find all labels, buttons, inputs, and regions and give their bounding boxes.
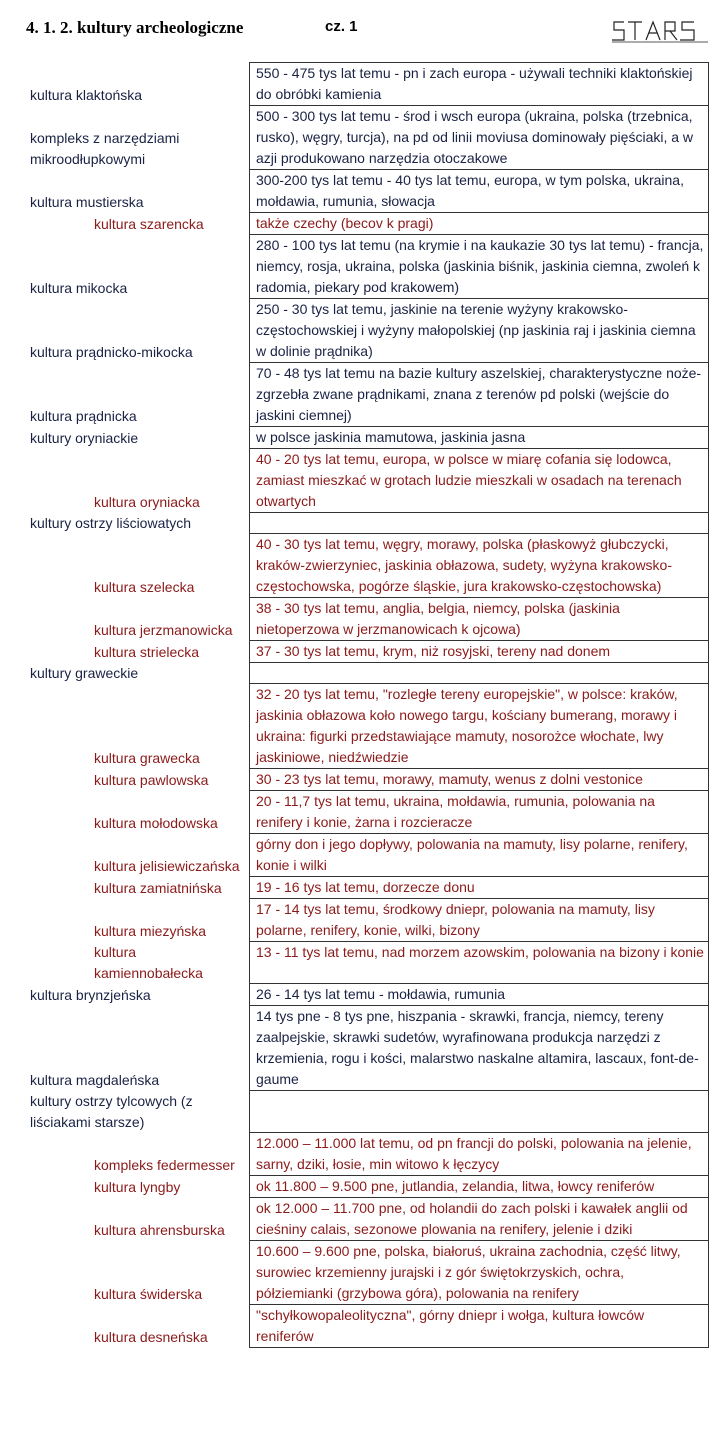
culture-name-cell bbox=[0, 534, 249, 598]
culture-name: kultura magdaleńska bbox=[30, 1072, 160, 1088]
table-row bbox=[0, 899, 726, 942]
culture-description: ok 11.800 – 9.500 pne, jutlandia, zelandia, litwa, łowcy reniferów bbox=[249, 1176, 709, 1198]
culture-name: kultury oryniackie bbox=[30, 430, 139, 446]
culture-name: kompleks federmesser bbox=[94, 1157, 235, 1173]
table-row bbox=[0, 791, 726, 834]
culture-description: 40 - 20 tys lat temu, europa, w polsce w miarę cofania się lodowca, zamiast mieszkać w grotach ludzie mieszkali w osadach na terenach otwartych bbox=[249, 449, 709, 513]
culture-name-cell bbox=[0, 170, 249, 213]
culture-description: 20 - 11,7 tys lat temu, ukraina, mołdawia, rumunia, polowania na renifery i konie, żarna i rozcieracze bbox=[249, 791, 709, 834]
table-row bbox=[0, 1133, 726, 1176]
culture-name: kultura zamiatnińska bbox=[94, 880, 222, 896]
culture-name-cell bbox=[0, 899, 249, 942]
culture-description: 19 - 16 tys lat temu, dorzecze donu bbox=[249, 877, 709, 899]
table-row bbox=[0, 299, 726, 363]
culture-name-cell bbox=[0, 1133, 249, 1176]
culture-name-cell bbox=[0, 684, 249, 769]
table-row bbox=[0, 449, 726, 513]
table-row bbox=[0, 1176, 726, 1198]
culture-name: kultura desneńska bbox=[94, 1329, 208, 1345]
culture-description bbox=[249, 663, 709, 684]
table-row bbox=[0, 427, 726, 449]
culture-description: 30 - 23 tys lat temu, morawy, mamuty, wenus z dolni vestonice bbox=[249, 769, 709, 791]
culture-name-cell bbox=[0, 213, 249, 235]
table-row bbox=[0, 663, 726, 684]
culture-description bbox=[249, 513, 709, 534]
culture-name: kultura prądnicko-mikocka bbox=[30, 344, 193, 360]
culture-description: 550 - 475 tys lat temu - pn i zach europa - używali techniki klaktońskiej do obróbki kamienia bbox=[249, 62, 709, 106]
culture-name: kultury graweckie bbox=[30, 665, 139, 681]
culture-name-cell bbox=[0, 769, 249, 791]
table-row bbox=[0, 534, 726, 598]
culture-name: kultura mikocka bbox=[30, 280, 128, 296]
culture-name-cell bbox=[0, 598, 249, 641]
culture-name: kultura jelisiewiczańska bbox=[94, 858, 240, 874]
culture-name: kultura mustierska bbox=[30, 194, 144, 210]
culture-name-cell bbox=[0, 62, 249, 106]
table-row bbox=[0, 1006, 726, 1091]
culture-description: 70 - 48 tys lat temu na bazie kultury aszelskiej, charakterystyczne noże-zgrzebła zwane prądnikami, znana z terenów pd polski (wejście do jaskini ciemnej) bbox=[249, 363, 709, 427]
culture-name: kultura mołodowska bbox=[94, 815, 218, 831]
culture-description bbox=[249, 1091, 709, 1133]
culture-description: 500 - 300 tys lat temu - środ i wsch europa (ukraina, polska (trzebnica, rusko), węgry, turcja), na pd od linii moviusa dominowały pięściaki, a w azji produkowano narzędzia otoczakowe bbox=[249, 106, 709, 170]
table-row bbox=[0, 213, 726, 235]
culture-name-cell bbox=[0, 1241, 249, 1305]
culture-description: 26 - 14 tys lat temu - mołdawia, rumunia bbox=[249, 984, 709, 1006]
culture-name-cell bbox=[0, 1305, 249, 1348]
culture-description: 14 tys pne - 8 tys pne, hiszpania - skrawki, francja, niemcy, tereny zaalpejskie, skrawki sudetów, wyrafinowana produkcja narzędzi z krzemienia, rogu i kości, malarstwo naskalne altamira, lascaux, font-de-gaume bbox=[249, 1006, 709, 1091]
table-row bbox=[0, 984, 726, 1006]
culture-name: kultura strielecka bbox=[94, 644, 200, 660]
table-row bbox=[0, 106, 726, 170]
part-label: cz. 1 bbox=[325, 18, 358, 35]
culture-description: także czechy (becov k pragi) bbox=[249, 213, 709, 235]
cultures-table bbox=[0, 62, 726, 1348]
culture-name-cell bbox=[0, 1091, 249, 1133]
table-row bbox=[0, 62, 726, 106]
culture-name-cell bbox=[0, 877, 249, 899]
culture-name: kultura klaktońska bbox=[30, 87, 143, 103]
culture-name-cell bbox=[0, 1006, 249, 1091]
page-title: 4. 1. 2. kultury archeologiczne bbox=[26, 18, 244, 37]
culture-name-cell bbox=[0, 984, 249, 1006]
culture-description: 37 - 30 tys lat temu, krym, niż rosyjski, tereny nad donem bbox=[249, 641, 709, 663]
culture-name-cell bbox=[0, 1176, 249, 1198]
culture-description: 10.600 – 9.600 pne, polska, białoruś, ukraina zachodnia, część litwy, surowiec krzemienny jurajski i z gór świętokrzyskich, ochra, półziemianki (grzybowa góra), polowania na renifery bbox=[249, 1241, 709, 1305]
culture-description: "schyłkowopaleolityczna", górny dniepr i wołga, kultura łowców reniferów bbox=[249, 1305, 709, 1348]
culture-name: kultura prądnicka bbox=[30, 408, 137, 424]
culture-name: kultura brynzjeńska bbox=[30, 987, 151, 1003]
culture-description: 250 - 30 tys lat temu, jaskinie na terenie wyżyny krakowsko-częstochowskiej i wyżyny małopolskiej (np jaskinia raj i jaskinia ciemna w dolinie prądnika) bbox=[249, 299, 709, 363]
culture-name: kultura jerzmanowicka bbox=[94, 622, 233, 638]
culture-description: 13 - 11 tys lat temu, nad morzem azowskim, polowania na bizony i konie bbox=[249, 942, 709, 984]
culture-name-cell bbox=[0, 235, 249, 299]
table-row bbox=[0, 1305, 726, 1348]
culture-name: kultura świderska bbox=[94, 1286, 203, 1302]
table-row bbox=[0, 235, 726, 299]
culture-name: kultury ostrzy tylcowych (z liściakami starsze) bbox=[30, 1093, 193, 1130]
page-header bbox=[0, 0, 726, 60]
culture-name: kompleks z narzędziami mikroodłupkowymi bbox=[30, 130, 180, 167]
culture-name: kultury ostrzy liściowatych bbox=[30, 515, 192, 531]
culture-description: 40 - 30 tys lat temu, węgry, morawy, polska (płaskowyż głubczycki, kraków-zwierzyniec, jaskinia obłazowa, sudety, wyżyna krakowsko-częstochowska, pogórze śląskie, jura krakowsko-częstochowska) bbox=[249, 534, 709, 598]
stars-logo bbox=[610, 18, 710, 44]
table-row bbox=[0, 834, 726, 877]
culture-name: kultura pawlowska bbox=[94, 772, 209, 788]
table-row bbox=[0, 1198, 726, 1241]
culture-name-cell bbox=[0, 791, 249, 834]
culture-description: górny don i jego dopływy, polowania na mamuty, lisy polarne, renifery, konie i wilki bbox=[249, 834, 709, 877]
culture-name: kultura szarencka bbox=[94, 216, 204, 232]
table-row bbox=[0, 641, 726, 663]
culture-name: kultura ahrensburska bbox=[94, 1222, 225, 1238]
culture-name-cell bbox=[0, 641, 249, 663]
table-row bbox=[0, 170, 726, 213]
culture-name: kultura grawecka bbox=[94, 750, 200, 766]
table-row bbox=[0, 1091, 726, 1133]
culture-description: 38 - 30 tys lat temu, anglia, belgia, niemcy, polska (jaskinia nietoperzowa w jerzmanowicach k ojcowa) bbox=[249, 598, 709, 641]
culture-description: 12.000 – 11.000 lat temu, od pn francji do polski, polowania na jelenie, sarny, dziki, łosie, min witowo k łęczycy bbox=[249, 1133, 709, 1176]
culture-name: kultura oryniacka bbox=[94, 494, 200, 510]
culture-description: 17 - 14 tys lat temu, środkowy dniepr, polowania na mamuty, lisy polarne, renifery, konie, wilki, bizony bbox=[249, 899, 709, 942]
culture-name-cell bbox=[0, 427, 249, 449]
table-row bbox=[0, 363, 726, 427]
table-row bbox=[0, 769, 726, 791]
culture-name-cell bbox=[0, 449, 249, 513]
culture-name-cell bbox=[0, 299, 249, 363]
culture-name-cell bbox=[0, 1198, 249, 1241]
table-row bbox=[0, 598, 726, 641]
culture-name: kultura miezyńska bbox=[94, 923, 207, 939]
table-row bbox=[0, 877, 726, 899]
culture-name: kultura kamiennobałecka bbox=[94, 944, 203, 981]
culture-name-cell bbox=[0, 834, 249, 877]
table-row bbox=[0, 513, 726, 534]
culture-name: kultura szelecka bbox=[94, 579, 195, 595]
table-row bbox=[0, 684, 726, 769]
table-row bbox=[0, 942, 726, 984]
culture-name: kultura lyngby bbox=[94, 1179, 181, 1195]
culture-name-cell bbox=[0, 363, 249, 427]
culture-description: 280 - 100 tys lat temu (na krymie i na kaukazie 30 tys lat temu) - francja, niemcy, rosja, ukraina, polska (jaskinia biśnik, jaskinia ciemna, zwoleń k radomia, piekary pod krakowem) bbox=[249, 235, 709, 299]
culture-description: 32 - 20 tys lat temu, "rozległe tereny europejskie", w polsce: kraków, jaskinia obłazowa koło nowego targu, kościany bumerang, morawy i ukraina: figurki przedstawiające mamuty, nosorożce włochate, lwy jaskiniowe, niedźwiedzie bbox=[249, 684, 709, 769]
table-row bbox=[0, 1241, 726, 1305]
culture-name-cell bbox=[0, 942, 249, 984]
culture-description: 300-200 tys lat temu - 40 tys lat temu, europa, w tym polska, ukraina, mołdawia, rumunia, słowacja bbox=[249, 170, 709, 213]
culture-name-cell bbox=[0, 106, 249, 170]
culture-description: ok 12.000 – 11.700 pne, od holandii do zach polski i kawałek anglii od cieśniny calais, sezonowe plowania na renifery, jelenie i dziki bbox=[249, 1198, 709, 1241]
culture-name-cell bbox=[0, 663, 249, 684]
culture-name-cell bbox=[0, 513, 249, 534]
culture-description: w polsce jaskinia mamutowa, jaskinia jasna bbox=[249, 427, 709, 449]
